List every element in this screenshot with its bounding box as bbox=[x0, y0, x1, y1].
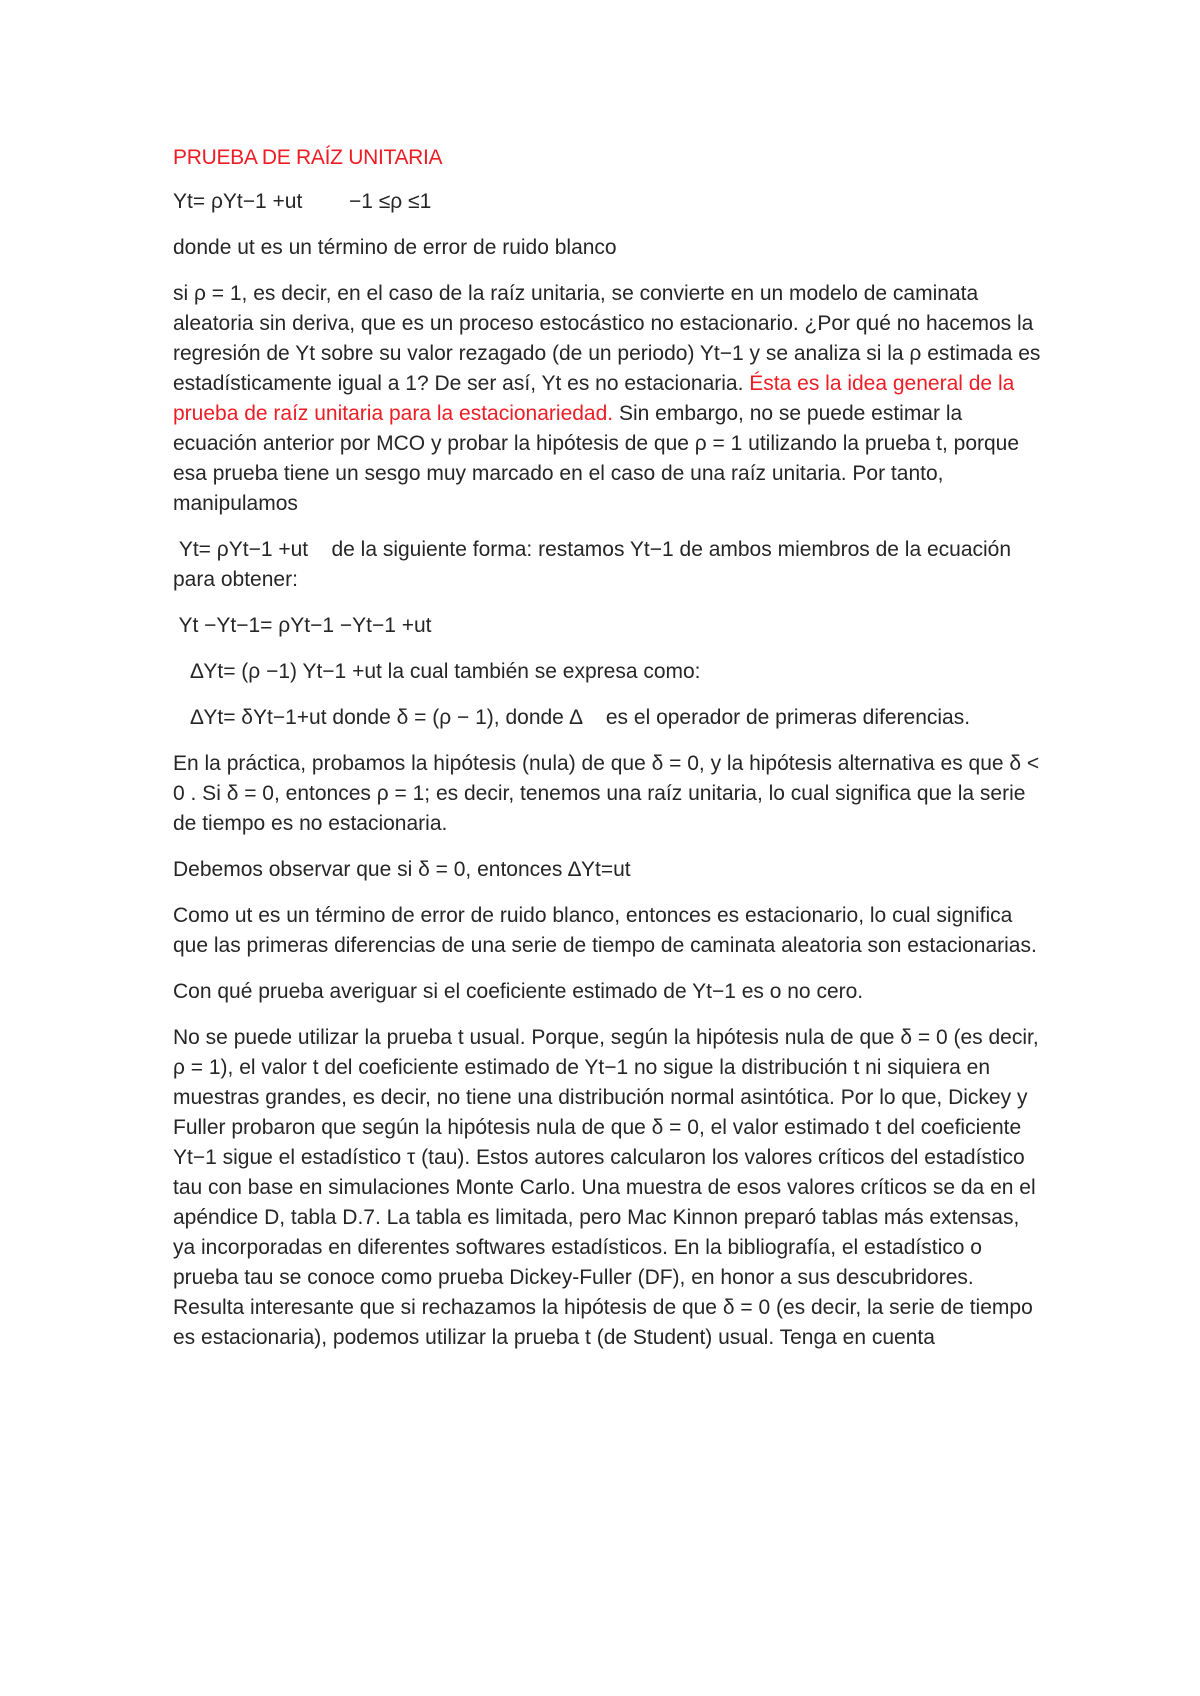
paragraph-definition: donde ut es un término de error de ruido blanco bbox=[173, 236, 617, 259]
document-title: PRUEBA DE RAÍZ UNITARIA bbox=[173, 146, 443, 169]
paragraph-observe: Debemos observar que si δ = 0, entonces ∆Yt=ut bbox=[173, 858, 631, 881]
document-page bbox=[173, 143, 1043, 1369]
paragraph-main-text-a: si ρ = 1, es decir, en el caso de la raíz unitaria, se convierte en un modelo de caminata aleatoria sin deriva, que es un proceso estocástico no estacionario. ¿Por qué no hacemos la regresión de Yt sobre su valor rezagado (de un periodo) Yt−1 y se analiza si la ρ estimada es estadísticamente igual a 1? De ser así, Yt es no estacionaria. bbox=[173, 282, 1041, 395]
equation-delta-delta: ∆Yt= δYt−1+ut donde δ = (ρ − 1), donde ∆ es el operador de primeras diferencias. bbox=[173, 706, 971, 729]
paragraph-white-noise: Como ut es un término de error de ruido blanco, entonces es estacionario, lo cual significa que las primeras diferencias de una serie de tiempo de caminata aleatoria son estacionarias. bbox=[173, 904, 1037, 957]
paragraph-main-text-b: Sin embargo, no se puede estimar la ecuación anterior por MCO y probar la hipótesis de que ρ = 1 utilizando la prueba t, porque esa prueba tiene un sesgo muy marcado en el caso de una raíz unitaria. Por tanto, manipulamos bbox=[173, 402, 1020, 515]
paragraph-dickey-fuller: No se puede utilizar la prueba t usual. Porque, según la hipótesis nula de que δ = 0 (es decir, ρ = 1), el valor t del coeficiente estimado de Yt−1 no sigue la distribución t ni siquiera en muestras grandes, es decir, no tiene una distribución normal asintótica. Por lo que, Dickey y Fuller probaron que según la hipótesis nula de que δ = 0, el valor estimado t del coeficiente Yt−1 sigue el estadístico τ (tau). Estos autores calcularon los valores críticos del estadístico tau con base en simulaciones Monte Carlo. Una muestra de esos valores críticos se da en el apéndice D, tabla D.7. La tabla es limitada, pero Mac Kinnon preparó tablas más extensas, ya incorporadas en diferentes softwares estadísticos. En la bibliografía, el estadístico o prueba tau se conoce como prueba Dickey-Fuller (DF), en honor a sus descubridores. Resulta interesante que si rechazamos la hipótesis de que δ = 0 (es decir, la serie de tiempo es estacionaria), podemos utilizar la prueba t (de Student) usual. Tenga en cuenta bbox=[173, 1026, 1039, 1349]
paragraph-question: Con qué prueba averiguar si el coeficiente estimado de Yt−1 es o no cero. bbox=[173, 980, 864, 1003]
equation-subtraction: Yt −Yt−1= ρYt−1 −Yt−1 +ut bbox=[173, 614, 432, 637]
equation-ar1: Yt= ρYt−1 +ut −1 ≤ρ ≤1 bbox=[173, 190, 432, 213]
highlighted-statement: Ésta es la idea general de la prueba de raíz unitaria para la estacionariedad. bbox=[173, 372, 1015, 425]
paragraph-practice: En la práctica, probamos la hipótesis (nula) de que δ = 0, y la hipótesis alternativa es que δ < 0 . Si δ = 0, entonces ρ = 1; es decir, tenemos una raíz unitaria, lo cual significa que la serie de tiempo es no estacionaria. bbox=[173, 752, 1040, 835]
paragraph-manipulation: Yt= ρYt−1 +ut de la siguiente forma: restamos Yt−1 de ambos miembros de la ecuación para obtener: bbox=[173, 538, 1017, 591]
paragraph-main bbox=[173, 279, 1043, 519]
equation-delta-rho: ∆Yt= (ρ −1) Yt−1 +ut la cual también se expresa como: bbox=[173, 660, 701, 683]
